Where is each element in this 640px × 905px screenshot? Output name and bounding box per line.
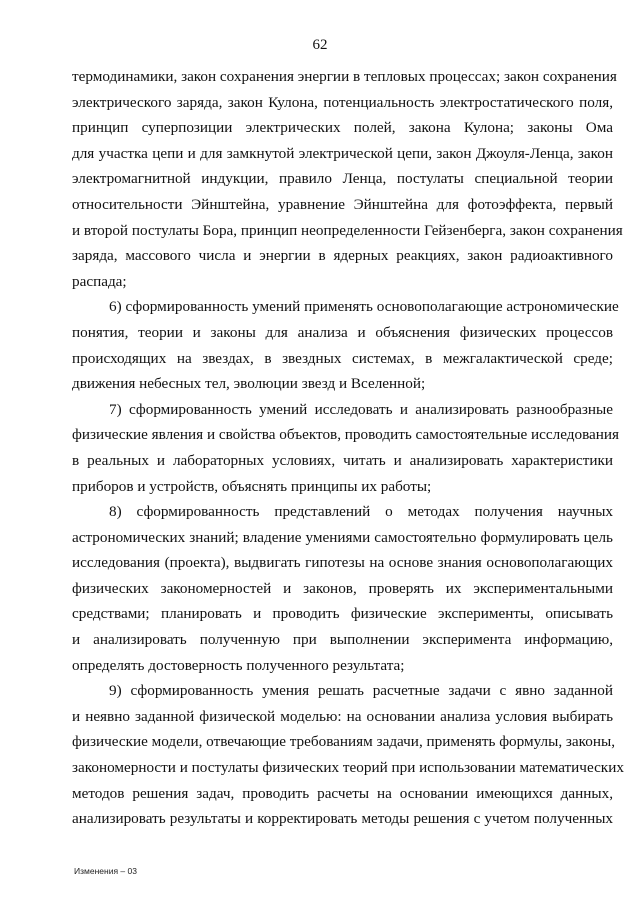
- text-line: 6) сформированность умений применять основополагающие астрономические: [109, 298, 619, 316]
- text-line: для участка цепи и для замкнутой электрической цепи, закон Джоуля-Ленца, закон: [72, 144, 613, 162]
- paragraph-item-7: [72, 397, 620, 499]
- text-line: закономерности и постулаты физических теорий при использовании математических: [72, 759, 624, 777]
- text-line: средствами; планировать и проводить физические эксперименты, описывать: [72, 605, 613, 623]
- text-line: принцип суперпозиции электрических полей, закона Кулона; законы Ома: [72, 119, 613, 137]
- text-line: и анализировать полученную при выполнении эксперимента информацию,: [72, 631, 613, 649]
- page-number: 62: [312, 37, 328, 53]
- text-line: электромагнитной индукции, правило Ленца, постулаты специальной теории: [72, 170, 613, 188]
- text-line: происходящих на звездах, в звездных системах, в межгалактической среде;: [72, 349, 613, 367]
- text-line: физических закономерностей и законов, проверять их экспериментальными: [72, 579, 613, 597]
- paragraph-item-8: [72, 499, 613, 678]
- text-line: физические явления и свойства объектов, проводить самостоятельные исследования: [72, 426, 620, 444]
- footer-revision-note: Изменения – 03: [74, 866, 137, 876]
- text-line: понятия, теории и законы для анализа и объяснения физических процессов: [72, 323, 613, 341]
- text-line: относительности Эйнштейна, уравнение Эйнштейна для фотоэффекта, первый: [72, 195, 613, 213]
- text-line: электрического заряда, закон Кулона, потенциальность электростатического поля,: [72, 93, 613, 111]
- paragraph-item-9: [72, 678, 624, 832]
- text-line: физические модели, отвечающие требованиям задачи, применять формулы, законы,: [72, 733, 615, 751]
- text-line: методов решения задач, проводить расчеты на основании имеющихся данных,: [72, 784, 613, 802]
- paragraph-continuation: [72, 64, 623, 294]
- text-line: 9) сформированность умения решать расчетные задачи с явно заданной: [109, 682, 613, 700]
- text-line: приборов и устройств, объяснять принципы их работы;: [72, 477, 432, 495]
- text-line: заряда, массового числа и энергии в ядерных реакциях, закон радиоактивного: [72, 247, 613, 265]
- text-line: и неявно заданной физической моделью: на основании анализа условия выбирать: [72, 707, 613, 725]
- text-line: определять достоверность полученного результата;: [72, 656, 405, 674]
- text-line: распада;: [72, 272, 127, 290]
- paragraph-item-6: [72, 294, 619, 396]
- text-line: движения небесных тел, эволюции звезд и Вселенной;: [72, 375, 426, 393]
- text-line: исследования (проекта), выдвигать гипотезы на основе знания основополагающих: [72, 554, 613, 572]
- text-line: 8) сформированность представлений о методах получения научных: [109, 503, 613, 521]
- text-line: в реальных и лабораторных условиях, читать и анализировать характеристики: [72, 451, 613, 469]
- text-line: и второй постулаты Бора, принцип неопределенности Гейзенберга, закон сохранения: [72, 221, 623, 239]
- text-line: астрономических знаний; владение умениями самостоятельно формулировать цель: [72, 528, 613, 546]
- text-line: термодинамики, закон сохранения энергии в тепловых процессах; закон сохранения: [72, 68, 617, 85]
- body-text: [72, 64, 624, 832]
- text-line: 7) сформированность умений исследовать и анализировать разнообразные: [109, 400, 613, 418]
- text-line: анализировать результаты и корректировать методы решения с учетом полученных: [72, 810, 613, 828]
